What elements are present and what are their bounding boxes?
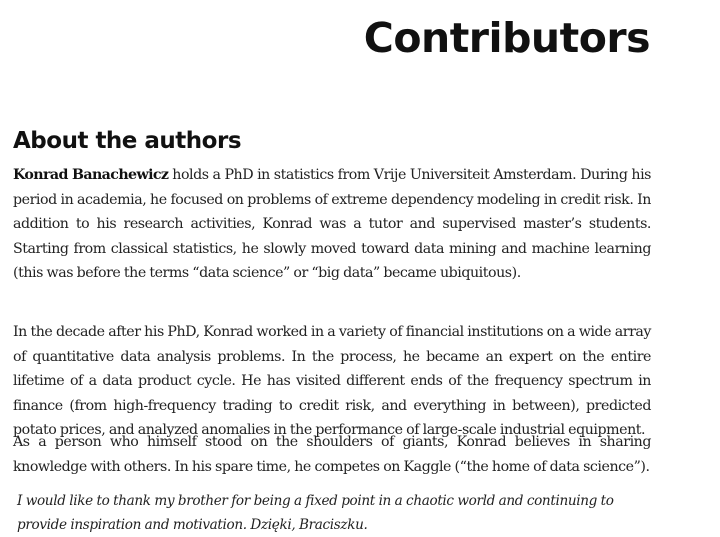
acknowledgement: I would like to thank my brother for being a fixed point in a chaotic world and continuing to provide inspiration and motivation. Dzięki, Braciszku. [17, 493, 614, 533]
author-bio-paragraph-3: As a person who himself stood on the shoulders of giants, Konrad believes in sharing knowledge with others. In his spare time, he competes on Kaggle (“the home of data science”). [13, 434, 651, 475]
author-name: Konrad Banachewicz [13, 167, 169, 183]
author-bio-text: holds a PhD in statistics from Vrije Universiteit Amsterdam. During his period in academia, he focused on problems of extreme dependency modeling in credit risk. In addition to his research activities, Konrad was a tutor and supervised master’s students. Starting from classical statistics, he slowly moved toward data mining and machine learning (this was before the terms “data science” or “big data” became ubiquitous). [13, 167, 651, 281]
section-heading: About the authors [13, 128, 242, 154]
author-bio-paragraph-1 [13, 163, 651, 286]
author-bio-paragraph-2: In the decade after his PhD, Konrad worked in a variety of financial institutions on a wide array of quantitative data analysis problems. In the process, he became an expert on the entire lifetime of a data product cycle. He has visited different ends of the frequency spectrum in finance (from high-frequency trading to credit risk, and everything in between), predicted potato prices, and analyzed anomalies in the performance of large-scale industrial equipment. [13, 324, 651, 438]
chapter-title: Contributors [363, 14, 650, 62]
